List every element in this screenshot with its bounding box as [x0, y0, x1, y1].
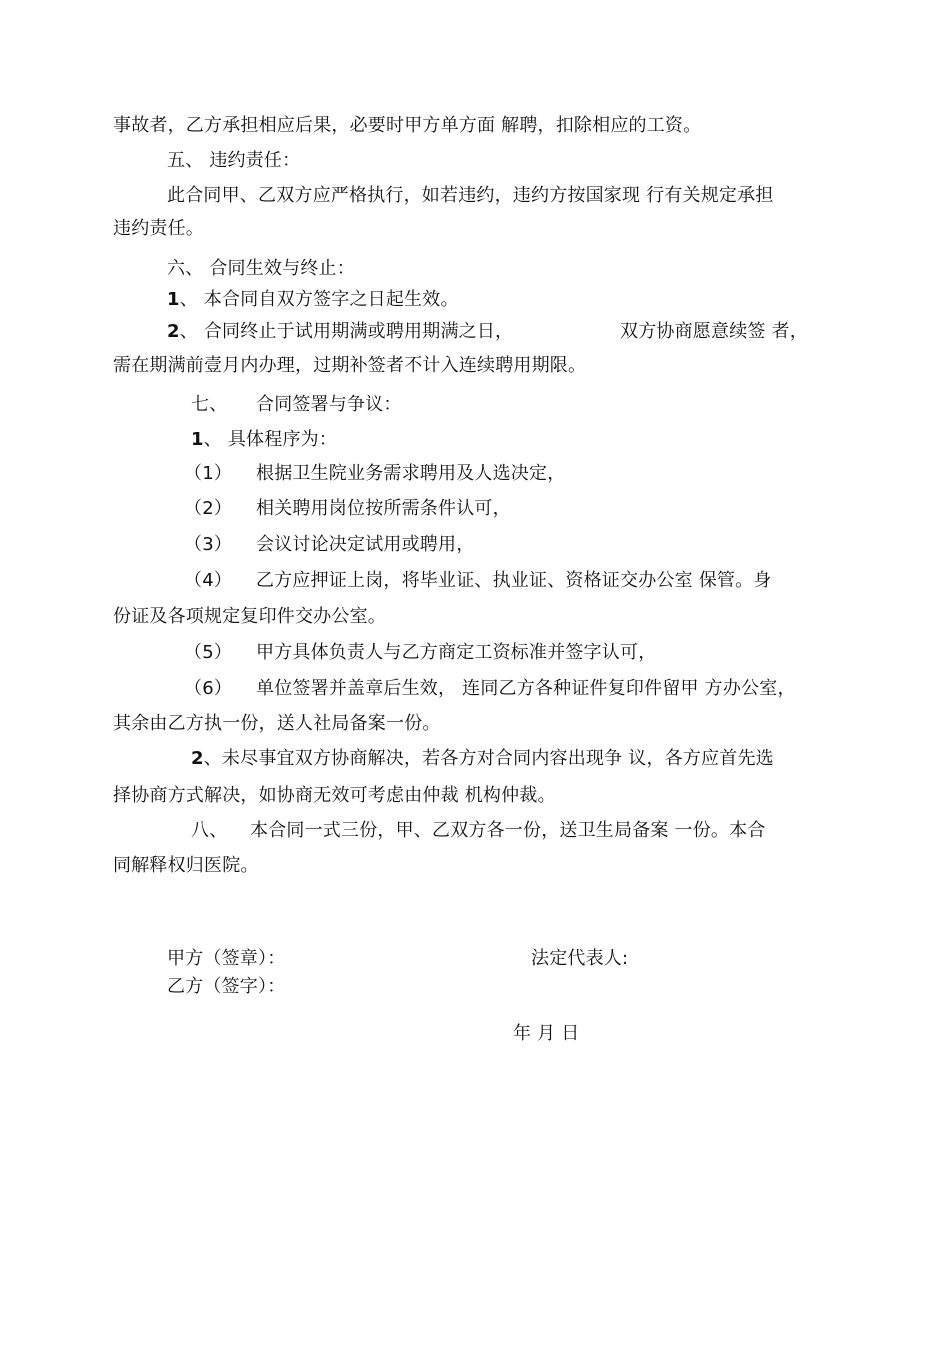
- section-heading-6: 六、 合同生效与终止：: [167, 258, 355, 279]
- list-item: [191, 428, 337, 452]
- section-heading-8-number: 八、: [191, 820, 228, 841]
- paragraph-line: 同解释权归医院。: [113, 855, 259, 876]
- sub-item-number: （1）: [184, 463, 233, 484]
- paragraph-line: 此合同甲、乙双方应严格执行，如若违约，违约方按国家现 行有关规定承担: [167, 185, 774, 206]
- legal-representative-label: 法定代表人:: [531, 948, 629, 969]
- sub-item-number: （5）: [184, 642, 233, 663]
- sub-item-text: 相关聘用岗位按所需条件认可，: [256, 498, 511, 519]
- item-number: 1: [191, 429, 204, 450]
- item-text: 、 具体程序为：: [203, 429, 338, 450]
- paragraph-line: 份证及各项规定复印件交办公室。: [113, 606, 386, 627]
- party-b-signature-label: 乙方（签字）：: [167, 976, 286, 997]
- sub-item-number: （6）: [184, 678, 233, 699]
- paragraph-line: 事故者，乙方承担相应后果，必要时甲方单方面 解聘，扣除相应的工资。: [113, 115, 702, 136]
- paragraph-line: 本合同一式三份，甲、乙双方各一份，送卫生局备案 一份。本合: [250, 820, 766, 841]
- paragraph-line: 择协商方式解决，如协商无效可考虑由仲裁 机构仲裁。: [113, 785, 556, 806]
- section-heading-7-number: 七、: [191, 394, 228, 415]
- sub-item-text: 根据卫生院业务需求聘用及人选决定，: [256, 463, 566, 484]
- item-number: 2: [167, 321, 180, 342]
- item-text: 、 本合同自双方签字之日起生效。: [179, 289, 459, 310]
- sub-item-text: 会议讨论决定试用或聘用，: [256, 534, 475, 555]
- party-a-signature-label: 甲方（签章）：: [167, 948, 286, 969]
- item-text: 、未尽事宜双方协商解决，若各方对合同内容出现争 议，各方应首先选: [203, 748, 774, 769]
- sub-item-number: （2）: [184, 498, 233, 519]
- item-number: 2: [191, 748, 204, 769]
- sub-item-text: 甲方具体负责人与乙方商定工资标准并签字认可，: [256, 642, 657, 663]
- sub-item-number: （4）: [184, 570, 233, 591]
- section-heading-5: 五、 违约责任：: [167, 150, 301, 171]
- sub-item-text: 乙方应押证上岗，将毕业证、执业证、资格证交办公室 保管。身: [256, 570, 772, 591]
- item-text: 、 合同终止于试用期满或聘用期满之日，: [179, 321, 514, 342]
- list-item: [167, 320, 513, 344]
- signature-date: 年 月 日: [513, 1023, 580, 1044]
- paragraph-line: 其余由乙方执一份，送人社局备案一份。: [113, 713, 441, 734]
- list-item: [191, 747, 774, 771]
- paragraph-line: 需在期满前壹月内办理，过期补签者不计入连续聘用期限。: [113, 355, 587, 376]
- sub-item-number: （3）: [184, 534, 233, 555]
- section-heading-7: 合同签署与争议：: [256, 394, 402, 415]
- paragraph-line: 违约责任。: [113, 218, 204, 239]
- item-text-tail: 双方协商愿意续签 者，: [620, 321, 808, 342]
- sub-item-text: 单位签署并盖章后生效， 连同乙方各种证件复印件留甲 方办公室，: [256, 678, 796, 699]
- list-item: [167, 288, 459, 312]
- item-number: 1: [167, 289, 180, 310]
